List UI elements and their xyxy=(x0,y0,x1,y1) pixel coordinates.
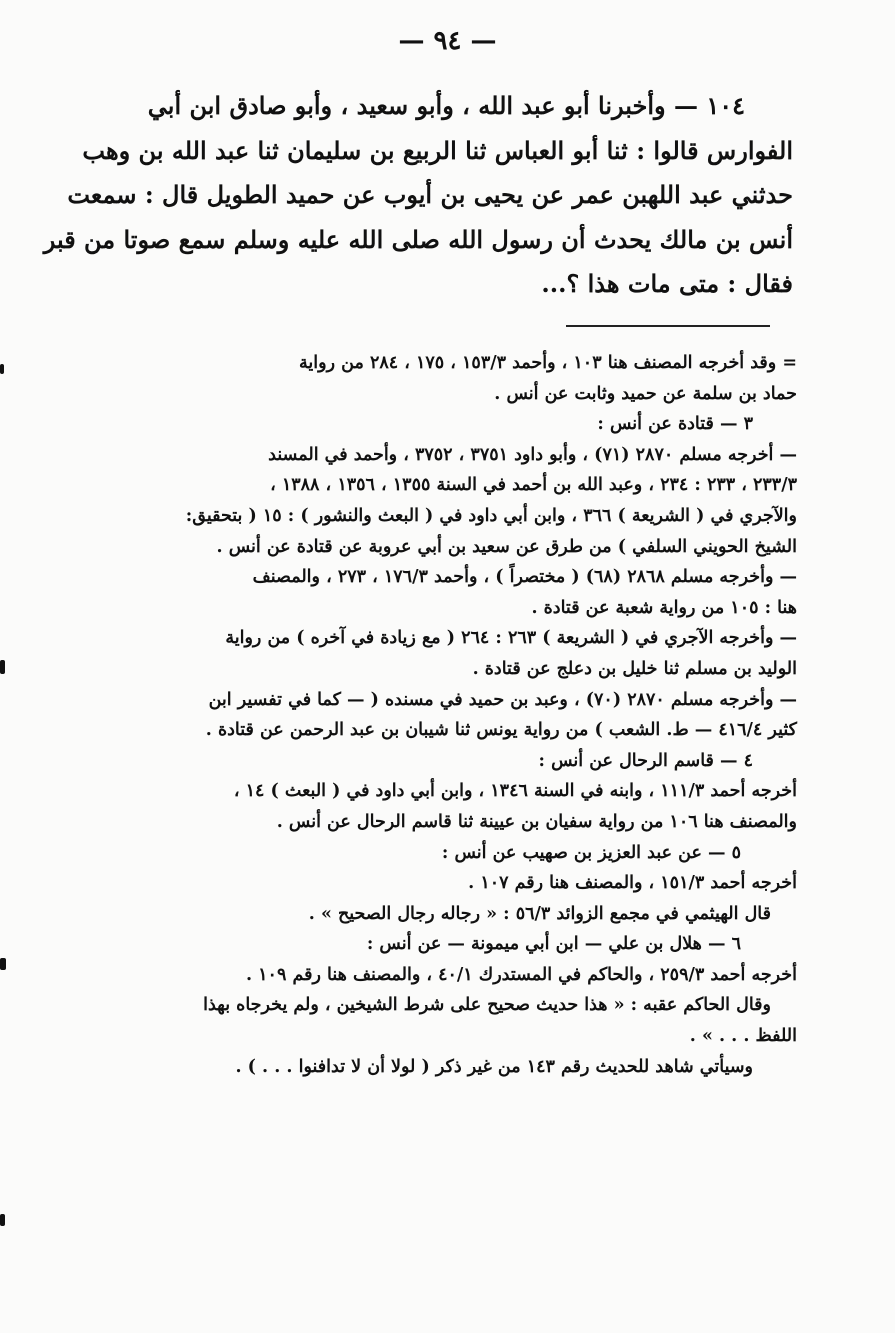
footnote-line: — وأخرجه مسلم ٢٨٦٨ (٦٨) ( مختصراً ) ، وأحمد ١٧٦/٣ ، ٢٧٣ ، والمصنف xyxy=(252,567,797,588)
footnote-line: ٣ — قتادة عن أنس : xyxy=(597,414,753,435)
hadith-line: الفوارس قالوا : ثنا أبو العباس ثنا الربيع بن سليمان ثنا عبد الله بن وهب xyxy=(82,135,793,165)
footnote-separator xyxy=(566,325,770,327)
scan-mark xyxy=(0,1214,5,1226)
footnote-line: الوليد بن مسلم ثنا خليل بن دعلج عن قتادة . xyxy=(472,658,797,679)
footnote-line: = وقد أخرجه المصنف هنا ١٠٣ ، وأحمد ١٥٣/٣ ، ١٧٥ ، ٢٨٤ من رواية xyxy=(299,353,797,373)
footnote-line: — وأخرجه الآجري في ( الشريعة ) ٢٦٣ : ٢٦٤ ( مع زيادة في آخره ) من رواية xyxy=(225,628,797,649)
hadith-line: فقال : متى مات هذا ؟... xyxy=(541,269,793,298)
scan-mark xyxy=(0,364,4,374)
scan-mark xyxy=(0,660,5,674)
footnote-line: الشيخ الحويني السلفي ) من طرق عن سعيد بن أبي عروبة عن قتادة عن أنس . xyxy=(216,536,797,557)
footnote-line: أخرجه أحمد ١٥١/٣ ، والمصنف هنا رقم ١٠٧ . xyxy=(468,873,797,894)
footnote-line: اللفظ . . . » . xyxy=(689,1026,797,1047)
footnote-line: أخرجه أحمد ١١١/٣ ، وابنه في السنة ١٣٤٦ ، وابن أبي داود في ( البعث ) ١٤ ، xyxy=(233,781,797,802)
footnote-line: حماد بن سلمة عن حميد وثابت عن أنس . xyxy=(494,383,797,404)
footnote-line: وسيأتي شاهد للحديث رقم ١٤٣ من غير ذكر ( لولا أن لا تدافنوا . . . ) . xyxy=(235,1056,753,1077)
scan-mark xyxy=(0,958,6,970)
hadith-line: حدثني عبد اللهبن عمر عن يحيى بن أيوب عن حميد الطويل قال : سمعت xyxy=(67,180,793,209)
footnote-line: ٢٣٣/٣ ، ٢٣٣ : ٢٣٤ ، وعبد الله بن أحمد في السنة ١٣٥٥ ، ١٣٥٦ ، ١٣٨٨ ، xyxy=(270,475,797,496)
hadith-line: أنس بن مالك يحدث أن رسول الله صلى الله عليه وسلم سمع صوتا من قبر xyxy=(43,224,793,254)
footnote-line: هنا : ١٠٥ من رواية شعبة عن قتادة . xyxy=(531,597,797,618)
page-number: — ٩٤ — xyxy=(398,26,497,56)
footnote-line: ٤ — قاسم الرحال عن أنس : xyxy=(538,750,753,771)
footnote-line: قال الهيثمي في مجمع الزوائد ٥٦/٣ : « رجاله رجال الصحيح » . xyxy=(308,903,771,924)
footnote-line: — وأخرجه مسلم ٢٨٧٠ (٧٠) ، وعبد بن حميد في مسنده ( — كما في تفسير ابن xyxy=(208,689,797,710)
footnote-line: ٥ — عن عبد العزيز بن صهيب عن أنس : xyxy=(441,842,741,863)
footnote-line: والمصنف هنا ١٠٦ من رواية سفيان بن عيينة ثنا قاسم الرحال عن أنس . xyxy=(276,811,797,832)
footnote-line: — أخرجه مسلم ٢٨٧٠ (٧١) ، وأبو داود ٣٧٥١ ، ٣٧٥٢ ، وأحمد في المسند xyxy=(268,444,797,465)
footnotes xyxy=(141,348,797,1082)
footnote-line: أخرجه أحمد ٢٥٩/٣ ، والحاكم في المستدرك ٤٠/١ ، والمصنف هنا رقم ١٠٩ . xyxy=(245,964,797,985)
hadith-text xyxy=(43,84,793,307)
footnote-line: وقال الحاكم عقبه : « هذا حديث صحيح على شرط الشيخين ، ولم يخرجاه بهذا xyxy=(203,995,771,1016)
footnote-line: والآجري في ( الشريعة ) ٣٦٦ ، وابن أبي داود في ( البعث والنشور ) : ١٥ ( بتحقيق: xyxy=(185,505,797,526)
footnote-line: ٦ — هلال بن علي — ابن أبي ميمونة — عن أنس : xyxy=(366,934,741,955)
footnote-line: كثير ٤١٦/٤ — ط. الشعب ) من رواية يونس ثنا شيبان بن عبد الرحمن عن قتادة . xyxy=(205,720,797,741)
hadith-line: ١٠٤ — وأخبرنا أبو عبد الله ، وأبو سعيد ، وأبو صادق ابن أبي xyxy=(147,91,745,120)
